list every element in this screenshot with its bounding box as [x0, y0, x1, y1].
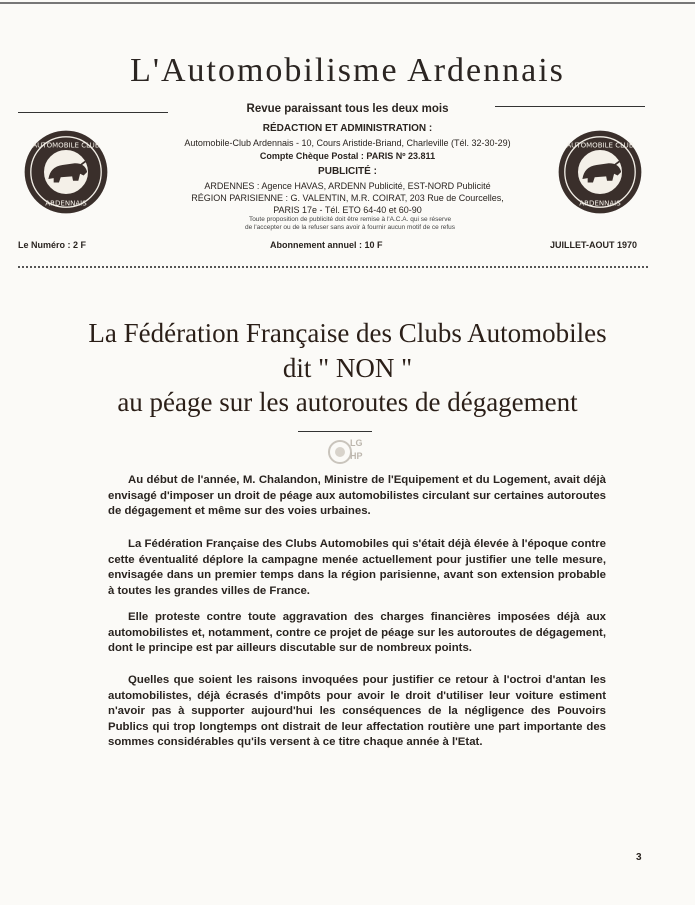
header-separator [18, 266, 648, 268]
article-paragraph-1 [108, 473, 606, 520]
issue-price: Le Numéro : 2 F [18, 240, 87, 250]
headline-line-3: au péage sur les autoroutes de dégagement [117, 387, 578, 417]
article-paragraph-2 [108, 537, 606, 599]
paragraph-text: Au début de l'année, M. Chalandon, Ministre de l'Equipement et du Logement, avait déjà envisagé d'imposer un droit de péage aux automobilistes circulant sur certaines autoroutes de dégagement et même sur des voies urbaines. [108, 474, 606, 517]
emblem-right-text-top: AUTOMOBILE CLUB [566, 140, 634, 150]
headline-line-2: dit " NON " [282, 353, 413, 383]
notice-line-1: Toute proposition de publicité doit être remise à l'A.C.A. qui se réserve [248, 216, 452, 223]
notice-line-2: de l'accepter ou de la refuser sans avoir à fournir aucun motif de ce refus [244, 224, 456, 231]
top-border [0, 2, 695, 4]
publicite-heading: PUBLICITÉ : [318, 166, 377, 177]
emblem-left-text-bottom: ARDENNAIS [45, 198, 87, 208]
club-emblem-left [22, 128, 110, 216]
headline-line-1: La Fédération Française des Clubs Automobiles [88, 318, 607, 348]
publicite-parisienne-2: PARIS 17e - Tél. ETO 64-40 et 60-90 [273, 205, 422, 215]
redaction-address: Automobile-Club Ardennais - 10, Cours Aristide-Briand, Charleville (Tél. 32-30-29) [184, 138, 511, 148]
publicite-parisienne-1: RÉGION PARISIENNE : G. VALENTIN, M.R. COIRAT, 203 Rue de Courcelles, [191, 193, 504, 203]
article-paragraph-3 [108, 610, 606, 657]
emblem-left-text-top: AUTOMOBILE CLUB [32, 140, 100, 150]
watermark-stamp [326, 435, 370, 469]
publicite-ardennes: ARDENNES : Agence HAVAS, ARDENN Publicité, EST-NORD Publicité [204, 181, 491, 191]
emblem-right-text-bottom: ARDENNAIS [579, 198, 621, 208]
paragraph-text: Elle proteste contre toute aggravation des charges financières imposées déjà aux automobilistes et, notamment, contre ce projet de péage sur les autoroutes de dégagement, dont le principe est par ailleurs discutable sur de nombreux points. [108, 611, 606, 654]
subscription-price: Abonnement annuel : 10 F [270, 240, 383, 250]
masthead-title: L'Automobilisme Ardennais [130, 52, 565, 89]
cheque-postal: Compte Chèque Postal : PARIS Nº 23.811 [259, 151, 436, 161]
club-emblem-right [556, 128, 644, 216]
watermark-text: LG HP [350, 438, 363, 461]
issue-date: JUILLET-AOUT 1970 [550, 240, 638, 250]
paragraph-text: Quelles que soient les raisons invoquées pour justifier ce retour à l'octroi d'antan les automobilistes, déjà écrasés d'impôts pour avoir le droit d'utiliser leur voiture estiment n'avoir pas à supporter aujourd'hui les conséquences de la négligence des Pouvoirs Publics qui trop longtemps ont distrait de leur affectation routière une part importante des sommes considérables qu'ils versent à ce titre chaque année à l'Etat. [108, 674, 606, 748]
tagline: Revue paraissant tous les deux mois [246, 103, 449, 115]
headline-divider [298, 431, 372, 432]
article-paragraph-4 [108, 673, 606, 751]
page-number: 3 [636, 852, 642, 863]
paragraph-text: La Fédération Française des Clubs Automobiles qui s'était déjà élevée à l'époque contre cette éventualité déplore la campagne menée actuellement pour justifier une telle mesure, envisagée dans un premier temps dans la région parisienne, avant son extension probable à toutes les grandes villes de France. [108, 538, 606, 597]
redaction-heading: RÉDACTION ET ADMINISTRATION : [262, 123, 433, 134]
